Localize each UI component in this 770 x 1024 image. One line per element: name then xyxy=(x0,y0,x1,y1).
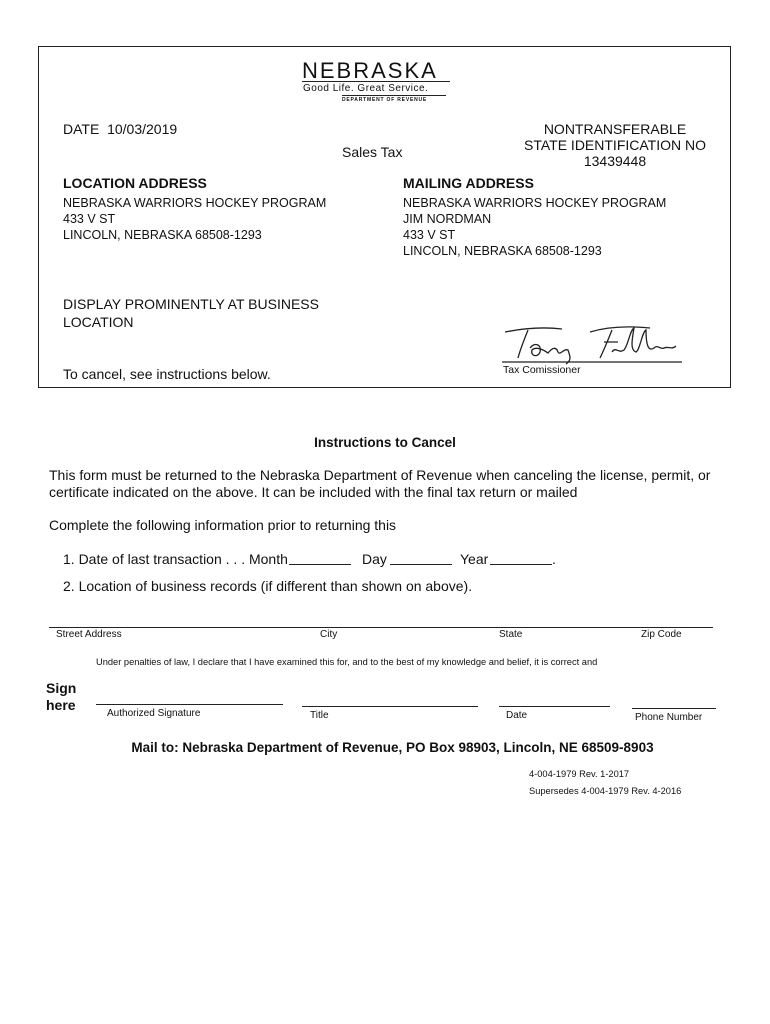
day-field[interactable] xyxy=(390,564,452,565)
authorized-signature-label: Authorized Signature xyxy=(107,708,201,719)
location-line: NEBRASKA WARRIORS HOCKEY PROGRAM xyxy=(63,196,327,210)
mail-to-address: Mail to: Nebraska Department of Revenue, PO Box 98903, Lincoln, NE 68509-8903 xyxy=(131,740,654,755)
date-line xyxy=(63,121,177,137)
penalty-declaration: Under penalties of law, I declare that I have examined this for, and to the best of my knowledge and belief, it is correct and xyxy=(96,657,598,667)
business-records-address-field[interactable] xyxy=(49,627,713,628)
item1-year-label: Year xyxy=(460,551,489,567)
display-notice-line: DISPLAY PROMINENTLY AT BUSINESS xyxy=(63,296,319,312)
date-field[interactable] xyxy=(499,706,610,707)
item1-prefix: 1. Date of last transaction . . . Month xyxy=(63,551,288,567)
logo-rule-2 xyxy=(342,95,446,96)
sign-here-label xyxy=(46,680,76,714)
mailing-line: JIM NORDMAN xyxy=(403,212,492,226)
instructions-title: Instructions to Cancel xyxy=(314,435,456,450)
location-heading: LOCATION ADDRESS xyxy=(63,175,207,191)
city-label: City xyxy=(320,629,338,640)
phone-number-field[interactable] xyxy=(632,708,716,709)
mailing-line: 433 V ST xyxy=(403,228,456,242)
form-number: 4-004-1979 Rev. 1-2017 xyxy=(529,769,630,779)
street-address-label: Street Address xyxy=(56,629,122,640)
signature-title: Tax Comissioner xyxy=(503,364,581,376)
item1-period: . xyxy=(552,551,556,567)
authorized-signature-field[interactable] xyxy=(96,704,283,705)
item2-text: 2. Location of business records (if different than shown on above). xyxy=(63,578,473,594)
mailing-heading: MAILING ADDRESS xyxy=(403,175,534,191)
phone-number-label: Phone Number xyxy=(635,712,703,723)
state-id-value: 13439448 xyxy=(583,153,647,169)
title-field[interactable] xyxy=(302,706,478,707)
instructions-paragraph xyxy=(49,467,710,501)
location-line: 433 V ST xyxy=(63,212,116,226)
complete-text: Complete the following information prior to returning this xyxy=(49,517,397,533)
state-label: State xyxy=(499,629,523,640)
location-address xyxy=(63,195,326,243)
month-field[interactable] xyxy=(289,564,351,565)
title-label: Title xyxy=(310,710,329,721)
sign-here-line: Sign xyxy=(46,680,77,696)
zip-code-label: Zip Code xyxy=(641,629,682,640)
logo-tagline: Good Life. Great Service. xyxy=(303,83,429,94)
commissioner-signature xyxy=(500,320,690,366)
year-field[interactable] xyxy=(490,564,552,565)
mailing-line: LINCOLN, NEBRASKA 68508-1293 xyxy=(403,244,602,258)
nebraska-logo-text: NEBRASKA xyxy=(302,58,438,83)
location-line: LINCOLN, NEBRASKA 68508-1293 xyxy=(63,228,262,242)
cancel-note: To cancel, see instructions below. xyxy=(63,366,271,382)
state-id-block xyxy=(510,121,720,169)
mailing-line: NEBRASKA WARRIORS HOCKEY PROGRAM xyxy=(403,196,667,210)
mailing-address xyxy=(403,195,666,259)
display-notice-line: LOCATION xyxy=(63,314,134,330)
instructions-line: This form must be returned to the Nebraska Department of Revenue when canceling the license, permit, or xyxy=(49,467,711,483)
date-label: Date xyxy=(506,710,528,721)
state-id-label: STATE IDENTIFICATION NO xyxy=(524,137,706,153)
nontransferable-label: NONTRANSFERABLE xyxy=(543,121,687,137)
supersedes-note: Supersedes 4-004-1979 Rev. 4-2016 xyxy=(529,786,682,796)
logo-rule xyxy=(302,81,450,82)
date-value: 10/03/2019 xyxy=(107,121,178,137)
logo-department: DEPARTMENT OF REVENUE xyxy=(342,97,428,103)
display-notice xyxy=(63,295,319,331)
date-label: DATE xyxy=(63,121,100,137)
instructions-line: certificate indicated on the above. It can be included with the final tax return or mailed xyxy=(49,484,578,500)
sign-here-line: here xyxy=(46,697,76,713)
item1-day-label: Day xyxy=(362,551,387,567)
tax-type: Sales Tax xyxy=(342,144,403,160)
